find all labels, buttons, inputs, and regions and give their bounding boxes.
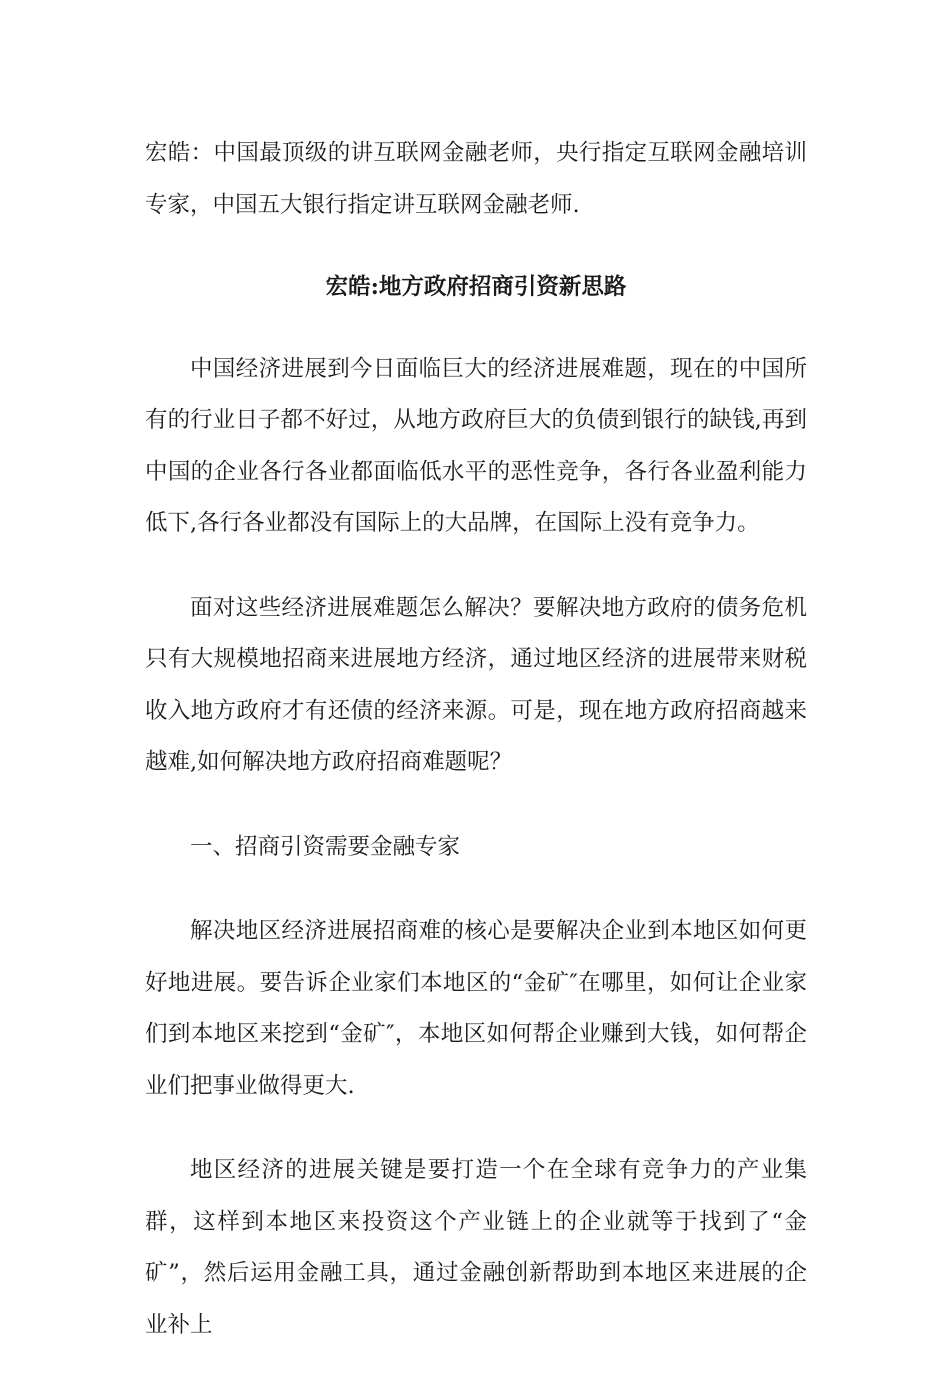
document-page [145,128,807,1384]
body-paragraph: 解决地区经济进展招商难的核心是要解决企业到本地区如何更好地进展。要告诉企业家们本地区的“金矿″在哪里，如何让企业家们到本地区来挖到“金矿″，本地区如何帮企业赚到大钱，如何帮企业们把事业做得更大. [145,918,807,1099]
body-paragraph: 面对这些经济进展难题怎么解决？要解决地方政府的债务危机只有大规模地招商来进展地方经济，通过地区经济的进展带来财税收入地方政府才有还债的经济来源。可是，现在地方政府招商越来越难,如何解决地方政府招商难题呢？ [145,594,807,775]
body-paragraph: 中国经济进展到今日面临巨大的经济进展难题，现在的中国所有的行业日子都不好过，从地方政府巨大的负债到银行的缺钱,再到中国的企业各行各业都面临低水平的恶性竞争，各行各业盈利能力低下,各行各业都没有国际上的大品牌，在国际上没有竞争力。 [145,355,807,536]
article-title: 宏皓:地方政府招商引资新思路 [325,274,627,300]
author-intro: 宏皓：中国最顶级的讲互联网金融老师，央行指定互联网金融培训专家，中国五大银行指定讲互联网金融老师. [145,140,807,218]
body-paragraph: 地区经济的进展关键是要打造一个在全球有竞争力的产业集群，这样到本地区来投资这个产业链上的企业就等于找到了“金矿”，然后运用金融工具，通过金融创新帮助到本地区来进展的企业补上 [145,1157,807,1338]
section-heading: 一、招商引资需要金融专家 [190,833,461,860]
